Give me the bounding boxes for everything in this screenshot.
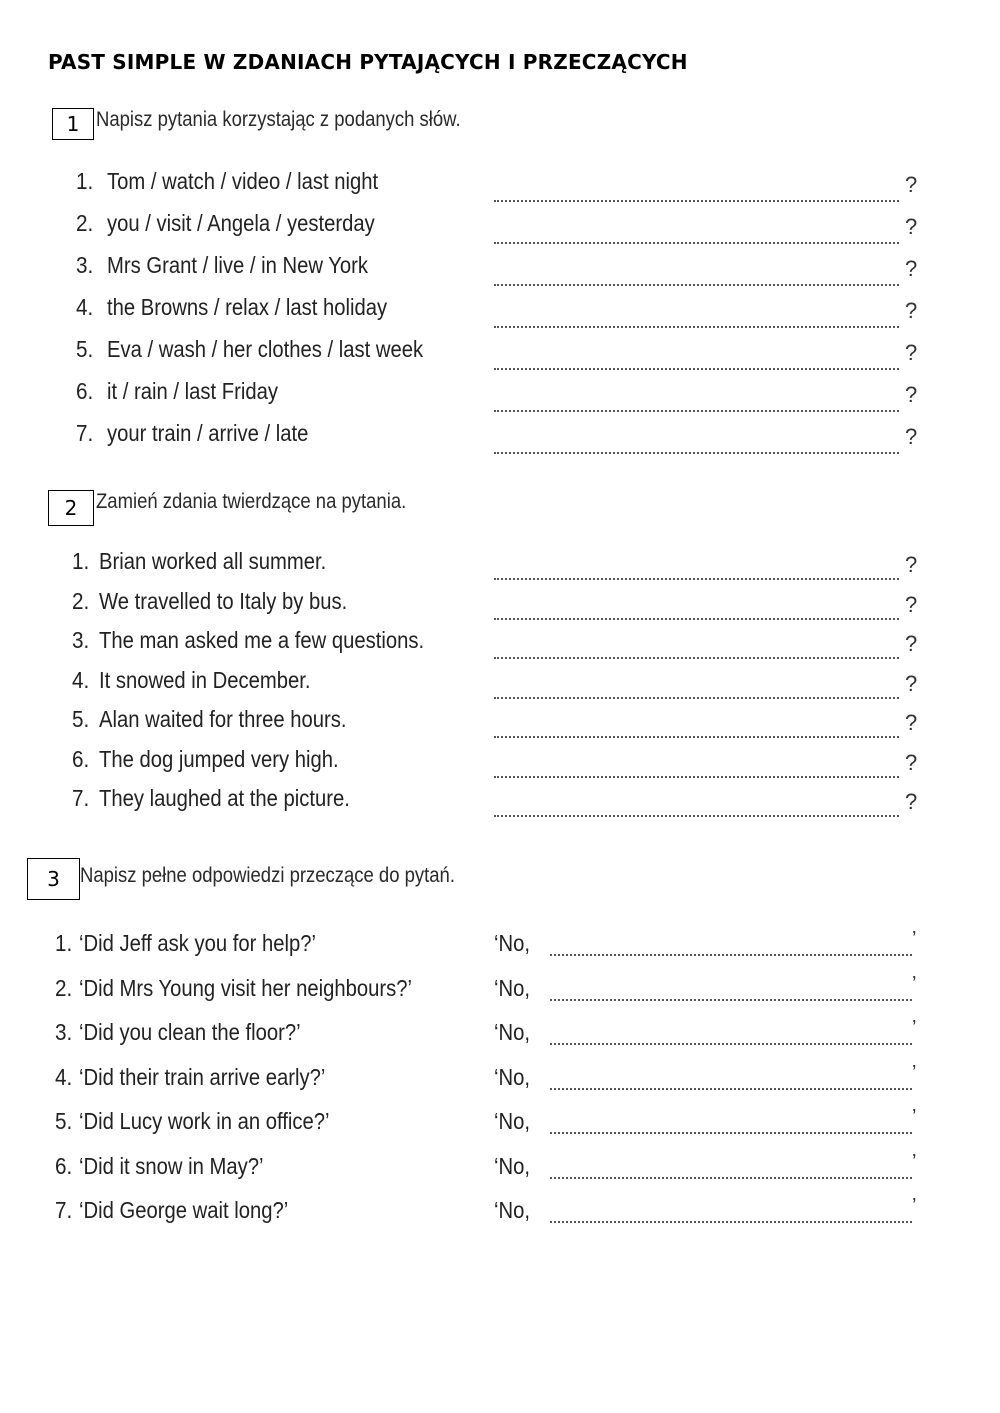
item-prompt: We travelled to Italy by bus.: [99, 588, 348, 614]
closing-quote: ’: [912, 1195, 917, 1217]
exercise-row: [0, 706, 1000, 736]
question-mark: ?: [905, 592, 918, 617]
answer-prefix: ‘No,: [494, 1064, 530, 1090]
answer-field[interactable]: [494, 348, 899, 370]
item-prompt: They laughed at the picture.: [99, 785, 350, 811]
item-number: 5.: [55, 1108, 73, 1134]
answer-prefix: ‘No,: [494, 930, 530, 956]
exercise-row: [0, 1108, 1000, 1138]
page-title: PAST SIMPLE W ZDANIACH PYTAJĄCYCH I PRZECZĄCYCH: [48, 50, 688, 74]
item-number: 1.: [55, 930, 73, 956]
item-number: 4.: [76, 294, 94, 320]
section-2-instruction: Zamień zdania twierdzące na pytania.: [96, 490, 407, 513]
item-number: 3.: [72, 627, 90, 653]
item-number: 2.: [76, 210, 94, 236]
answer-prefix: ‘No,: [494, 1019, 530, 1045]
question-mark: ?: [905, 298, 918, 323]
answer-field[interactable]: [494, 716, 899, 738]
exercise-row: [0, 210, 1000, 240]
question-mark: ?: [905, 710, 918, 735]
item-number: 5.: [76, 336, 94, 362]
item-number: 6.: [76, 378, 94, 404]
exercise-row: [0, 252, 1000, 282]
section-2-number: 2: [48, 490, 94, 526]
exercise-row: [0, 336, 1000, 366]
answer-field[interactable]: [494, 637, 899, 659]
item-prompt: ‘Did it snow in May?’: [79, 1153, 264, 1179]
exercise-row: [0, 1197, 1000, 1227]
item-number: 4.: [55, 1064, 73, 1090]
answer-field[interactable]: [494, 180, 899, 202]
item-number: 2.: [55, 975, 73, 1001]
answer-field[interactable]: [494, 306, 899, 328]
exercise-row: [0, 168, 1000, 198]
answer-field[interactable]: [494, 222, 899, 244]
closing-quote: ’: [912, 1062, 917, 1084]
item-prompt: Mrs Grant / live / in New York: [107, 252, 368, 278]
item-number: 4.: [72, 667, 90, 693]
answer-field[interactable]: [494, 264, 899, 286]
item-prompt: it / rain / last Friday: [107, 378, 278, 404]
exercise-row: [0, 1019, 1000, 1049]
question-mark: ?: [905, 172, 918, 197]
item-number: 3.: [55, 1019, 73, 1045]
question-mark: ?: [905, 382, 918, 407]
answer-field[interactable]: [494, 795, 899, 817]
item-prompt: The dog jumped very high.: [99, 746, 339, 772]
exercise-row: [0, 667, 1000, 697]
answer-field[interactable]: [550, 1068, 912, 1090]
item-prompt: ‘Did their train arrive early?’: [79, 1064, 326, 1090]
item-prompt: Tom / watch / video / last night: [107, 168, 379, 194]
item-prompt: It snowed in December.: [99, 667, 311, 693]
closing-quote: ’: [912, 1017, 917, 1039]
question-mark: ?: [905, 789, 918, 814]
item-number: 7.: [55, 1197, 73, 1223]
answer-prefix: ‘No,: [494, 975, 530, 1001]
answer-field[interactable]: [494, 558, 899, 580]
question-mark: ?: [905, 256, 918, 281]
answer-field[interactable]: [494, 756, 899, 778]
answer-field[interactable]: [550, 1157, 912, 1179]
item-number: 7.: [72, 785, 90, 811]
exercise-row: [0, 420, 1000, 450]
item-prompt: ‘Did Jeff ask you for help?’: [79, 930, 317, 956]
item-prompt: ‘Did Mrs Young visit her neighbours?’: [79, 975, 413, 1001]
item-number: 2.: [72, 588, 90, 614]
item-number: 1.: [76, 168, 94, 194]
item-number: 5.: [72, 706, 90, 732]
section-1-number: 1: [52, 108, 94, 140]
item-number: 6.: [55, 1153, 73, 1179]
answer-field[interactable]: [494, 390, 899, 412]
item-number: 6.: [72, 746, 90, 772]
item-prompt: The man asked me a few questions.: [99, 627, 425, 653]
answer-field[interactable]: [550, 934, 912, 956]
exercise-row: [0, 1153, 1000, 1183]
closing-quote: ’: [912, 1151, 917, 1173]
exercise-row: [0, 548, 1000, 578]
closing-quote: ’: [912, 1106, 917, 1128]
item-prompt: Brian worked all summer.: [99, 548, 327, 574]
exercise-row: [0, 294, 1000, 324]
question-mark: ?: [905, 552, 918, 577]
answer-field[interactable]: [550, 1201, 912, 1223]
item-prompt: ‘Did Lucy work in an office?’: [79, 1108, 330, 1134]
item-prompt: ‘Did you clean the floor?’: [79, 1019, 301, 1045]
item-prompt: your train / arrive / late: [107, 420, 309, 446]
answer-field[interactable]: [550, 1023, 912, 1045]
item-number: 7.: [76, 420, 94, 446]
answer-prefix: ‘No,: [494, 1153, 530, 1179]
answer-field[interactable]: [494, 677, 899, 699]
exercise-row: [0, 746, 1000, 776]
item-prompt: ‘Did George wait long?’: [79, 1197, 289, 1223]
item-prompt: Eva / wash / her clothes / last week: [107, 336, 424, 362]
closing-quote: ’: [912, 973, 917, 995]
closing-quote: ’: [912, 928, 917, 950]
exercise-row: [0, 378, 1000, 408]
exercise-row: [0, 785, 1000, 815]
item-prompt: Alan waited for three hours.: [99, 706, 347, 732]
answer-field[interactable]: [494, 598, 899, 620]
exercise-row: [0, 930, 1000, 960]
item-prompt: the Browns / relax / last holiday: [107, 294, 388, 320]
answer-prefix: ‘No,: [494, 1197, 530, 1223]
section-1-instruction: Napisz pytania korzystając z podanych słów.: [96, 108, 461, 131]
question-mark: ?: [905, 340, 918, 365]
item-number: 1.: [72, 548, 90, 574]
item-prompt: you / visit / Angela / yesterday: [107, 210, 375, 236]
exercise-row: [0, 975, 1000, 1005]
exercise-row: [0, 627, 1000, 657]
question-mark: ?: [905, 424, 918, 449]
answer-field[interactable]: [550, 979, 912, 1001]
answer-field[interactable]: [550, 1112, 912, 1134]
item-number: 3.: [76, 252, 94, 278]
question-mark: ?: [905, 214, 918, 239]
question-mark: ?: [905, 631, 918, 656]
answer-prefix: ‘No,: [494, 1108, 530, 1134]
exercise-row: [0, 588, 1000, 618]
question-mark: ?: [905, 750, 918, 775]
exercise-row: [0, 1064, 1000, 1094]
section-3-number: 3: [27, 858, 80, 900]
question-mark: ?: [905, 671, 918, 696]
section-3-instruction: Napisz pełne odpowiedzi przeczące do pytań.: [80, 864, 455, 887]
answer-field[interactable]: [494, 432, 899, 454]
